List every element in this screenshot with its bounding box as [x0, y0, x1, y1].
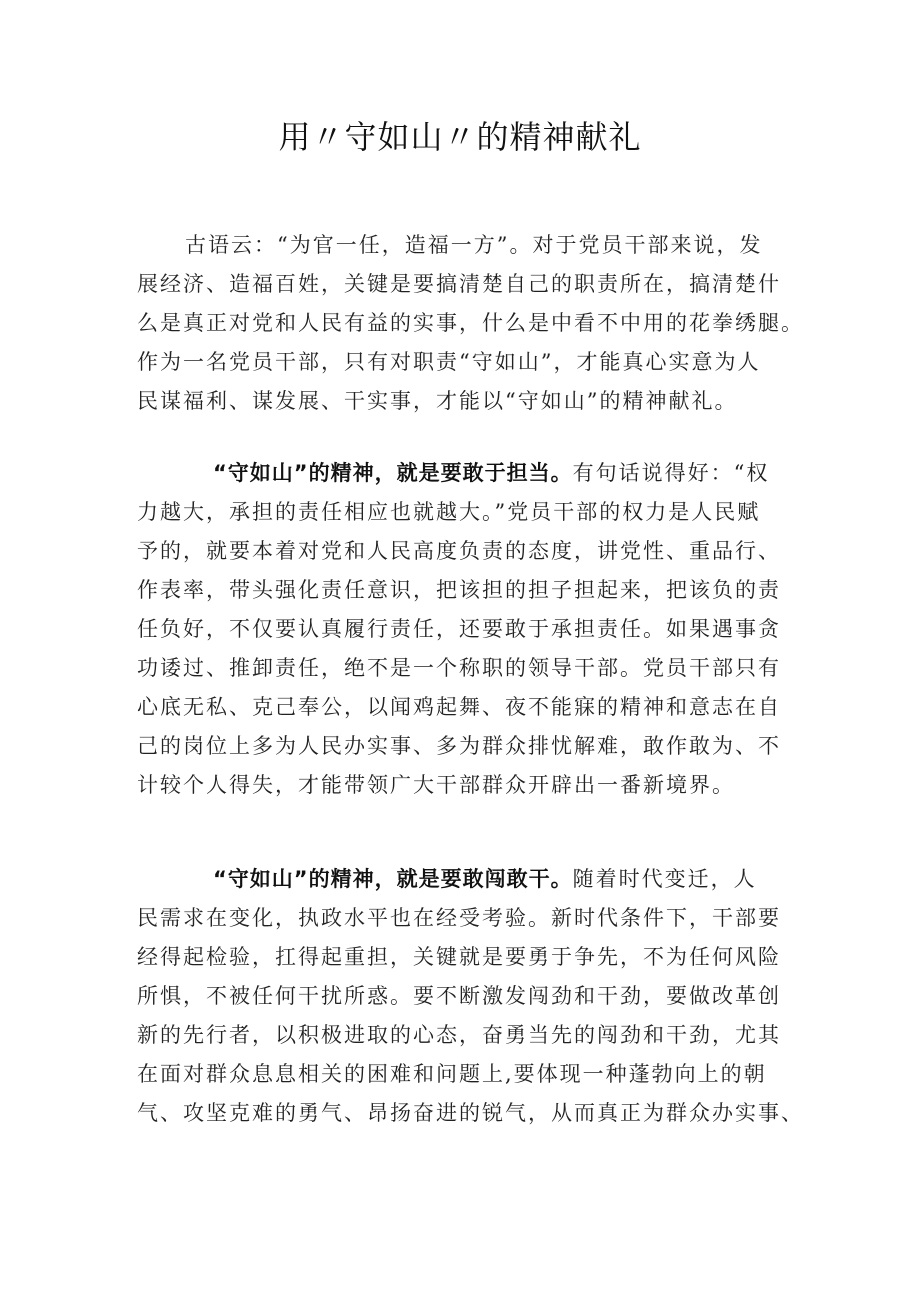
- paragraph-line: 己的岗位上多为人民办实事、多为群众排忧解难，敢作敢为、不: [137, 734, 781, 758]
- paragraph-first-line: [137, 860, 802, 899]
- paragraph-line: 功诿过、推卸责任，绝不是一个称职的领导干部。党员干部只有: [137, 656, 781, 680]
- paragraph-line: 作表率，带头强化责任意识，把该担的担子担起来，把该负的责: [137, 578, 781, 602]
- paragraph-line-text: 随着时代变迁，人: [572, 867, 757, 891]
- paragraph-first-line: [137, 454, 802, 493]
- paragraph-line: 予的，就要本着对党和人民高度负责的态度，讲党性、重品行、: [137, 539, 781, 563]
- paragraph-line: 作为一名党员干部，只有对职责“守如山”，才能真心实意为人: [137, 350, 761, 374]
- paragraph-line-text: 有句话说得好：“权: [572, 461, 770, 485]
- page-title: 用〃守如山〃的精神献礼: [278, 118, 642, 156]
- paragraph-line: 新的先行者，以积极进取的心态，奋勇当先的闯劲和干劲，尤其: [137, 1023, 781, 1047]
- paragraph-line: 经得起检验，扛得起重担，关键就是要勇于争先，不为任何风险: [137, 945, 781, 969]
- paragraph-line: 么是真正对党和人民有益的实事，什么是中看不中用的花拳绣腿。: [137, 311, 804, 335]
- paragraph-line: 气、攻坚克难的勇气、昂扬奋进的锐气，从而真正为群众办实事、: [137, 1101, 804, 1125]
- paragraph-line: 古语云：“为官一任，造福一方”。对于党员干部来说，发: [185, 233, 763, 257]
- paragraph-line: 心底无私、克己奉公，以闻鸡起舞、夜不能寐的精神和意志在自: [137, 695, 781, 719]
- paragraph-line: 民谋福利、谋发展、干实事，才能以“守如山”的精神献礼。: [137, 389, 738, 413]
- paragraph-line: 计较个人得失，才能带领广大干部群众开辟出一番新境界。: [137, 773, 735, 797]
- paragraph-line: 力越大，承担的责任相应也就越大。”党员干部的权力是人民赋: [137, 500, 761, 524]
- paragraph-2: [137, 454, 802, 805]
- paragraph-lead-heading: “守如山”的精神，就是要敢于担当。: [213, 461, 573, 485]
- paragraph-line: 所惧，不被任何干扰所惑。要不断激发闯劲和干劲，要做改革创: [137, 984, 781, 1008]
- paragraph-line: 任负好，不仅要认真履行责任，还要敢于承担责任。如果遇事贪: [137, 617, 781, 641]
- paragraph-line: 展经济、造福百姓，关键是要搞清楚自己的职责所在，搞清楚什: [137, 272, 781, 296]
- paragraph-lead-heading: “守如山”的精神，就是要敢闯敢干。: [213, 867, 573, 891]
- paragraph-3: [137, 860, 802, 1133]
- paragraph-1: [137, 226, 802, 421]
- paragraph-line: 民需求在变化，执政水平也在经受考验。新时代条件下，干部要: [137, 906, 781, 930]
- paragraph-line: 在面对群众息息相关的困难和问题上,要体现一种蓬勃向上的朝: [137, 1062, 767, 1086]
